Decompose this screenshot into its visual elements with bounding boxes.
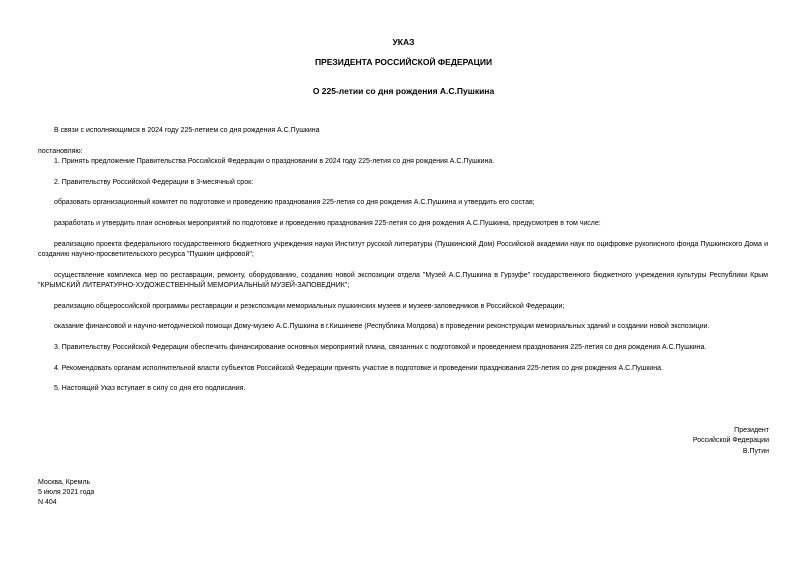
decree-issuer: ПРЕЗИДЕНТА РОССИЙСКОЙ ФЕДЕРАЦИИ [314,57,493,67]
decree-subject: О 225-летии со дня рождения А.С.Пушкина [312,86,495,96]
paragraph-4: 4. Рекомендовать органам исполнительной власти субъектов Российской Федерации принять участие в подготовке и проведении празднования 225-летия со дня рождения А.С.Пушкина. [54,365,663,372]
preamble: В связи с исполняющимся в 2024 году 225-летием со дня рождения А.С.Пушкина [54,127,320,134]
paragraph-2-b-3: реализацию общероссийской программы реставрации и реэкспозиции мемориальных пушкинских музеев и музеев-заповедников в Российской Федерации; [54,303,565,310]
paragraph-2-b-1: реализацию проекта федерального государственного бюджетного учреждения науки Институт русской литературы (Пушкинский Дом) Российской академии наук по оцифровке рукописного фонда Пушкинского Дома и созданию научно-просветительского ресурса "Пушкин цифровой"; [38,241,768,258]
signature-position: Президент [734,427,769,434]
decree-title: УКАЗ [392,37,415,47]
paragraph-2: 2. Правительству Российской Федерации в 3-месячный срок: [54,179,254,186]
signature-name: В.Путин [742,448,769,455]
decree-number: N 404 [38,499,57,506]
paragraph-5: 5. Настоящий Указ вступает в силу со дня его подписания. [54,385,246,392]
signing-date: 5 июля 2021 года [38,489,95,496]
paragraph-3: 3. Правительству Российской Федерации обеспечить финансирование основных мероприятий плана, связанных с подготовкой и проведением празднования 225-летия со дня рождения А.С.Пушкина. [54,344,707,351]
paragraph-2-b-2: осуществление комплекса мер по реставрации, ремонту, оборудованию, созданию новой экспозиции отдела "Музей А.С.Пушкина в Гурзуфе" государственного бюджетного учреждения культуры Республики Крым "КРЫМСКИЙ ЛИТЕРАТУРНО-ХУДОЖЕСТВЕННЫЙ МЕМОРИАЛЬНЫЙ МУЗЕЙ-ЗАПОВЕДНИК"; [38,272,768,289]
paragraph-2-b: разработать и утвердить план основных мероприятий по подготовке и проведению празднования 225-летия со дня рождения А.С.Пушкина, предусмотрев в том числе: [54,220,601,227]
signature-country: Российской Федерации [692,437,769,444]
paragraph-1: 1. Принять предложение Правительства Российской Федерации о праздновании в 2024 году 225-летия со дня рождения А.С.Пушкина. [54,158,495,165]
paragraph-2-b-4: оказание финансовой и научно-методической помощи Дому-музею А.С.Пушкина в г.Кишиневе (Республика Молдова) в проведении реконструкции мемориальных зданий и создании новой экспозиции. [54,323,710,330]
signing-place: Москва, Кремль [38,479,91,486]
paragraph-2-a: образовать организационный комитет по подготовке и проведению празднования 225-летия со дня рождения А.С.Пушкина и утвердить его состав; [54,199,535,206]
resolve-word: постановляю: [38,148,83,155]
